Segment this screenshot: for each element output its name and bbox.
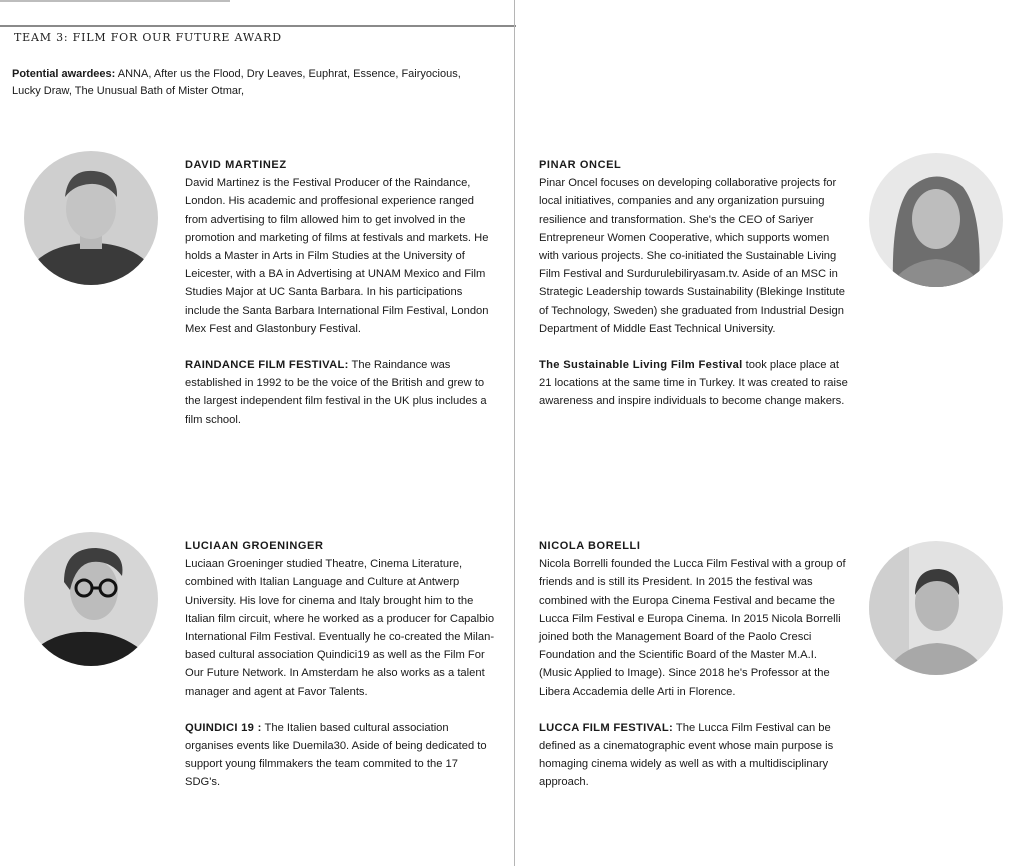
org-label: The Sustainable Living Film Festival	[539, 359, 743, 372]
person-bio: Nicola Borrelli founded the Lucca Film Festival with a group of friends and is still its President. In 2015 the festival was combined with the Europa Cinema Festival and became the Lucca Film Festival e Europa Cinema. In 2015 Nicola Borrelli joined both the Management Board of the Paolo Cresci Foundation and the Scientific Board of the Master M.A.I. (Music Applied to Image). Since 2018 he's Professor at the Libera Accademia delle Arti in Florence.	[539, 558, 846, 698]
avatar-nicola-borelli	[869, 541, 1003, 675]
person-bio: Pinar Oncel focuses on developing collaborative projects for local initiatives, companies and any organization pursuing resilience and transformation. She's the CEO of Sariyer Entrepreneur Women Cooperative, which supports women with various projects. She co-initiated the Sustainable Living Film Festival and Surdurulebiliryasam.tv. Aside of an MSC in Strategic Leadership towards Sustainability (Blekinge Institute of Technology, Sweden) she graduated from Industrial Design Department of Middle East Technical University.	[539, 177, 845, 335]
avatar-david-martinez	[24, 151, 158, 285]
org-label: LUCCA FILM FESTIVAL:	[539, 721, 674, 734]
bio-david-martinez	[185, 156, 495, 429]
avatar-pinar-oncel	[869, 153, 1003, 287]
org-text: The Lucca Film Festival can be defined as a cinematographic event whose main purpose is homaging cinema widely as well as with a multidisciplinary approach.	[539, 721, 834, 789]
awardees-list: ANNA, After us the Flood, Dry Leaves, Euphrat, Essence, Fairyocious, Lucky Draw, The Unusual Bath of Mister Otmar,	[12, 68, 461, 97]
org-text: The Italien based cultural association organises events like Duemila30. Aside of being dedicated to support young filmmakers the team commited to the 17 SDG's.	[185, 721, 487, 789]
bio-nicola-borelli	[539, 537, 849, 792]
awardees-paragraph	[12, 66, 482, 100]
person-name: NICOLA BORELLI	[539, 540, 641, 552]
person-bio: David Martinez is the Festival Producer of the Raindance, London. His academic and proffesional experience ranged from advertising to film allowed him to get involved in the promotion and marketing of films at festivals and markets. He holds a Master in Arts in Film Studies at the University of Leicester, with a BA in Advertising at UNAM Mexico and Film Studies Major at UC Santa Barbara. In his participations include the Santa Barbara International Film Festival, London Mex Fest and Glastonbury Festival.	[185, 177, 489, 335]
person-bio: Luciaan Groeninger studied Theatre, Cinema Literature, combined with Italian Language and Culture at Antwerp University. His love for cinema and Italy brought him to the Italian film circuit, where he worked as a producer for Capalbio International Film Festival. Eventually he co-created the Milan-based cultural association Quindici19 as well as the Film For Our Future Network. In Amsterdam he also works as a talent manager and agent at Favor Talents.	[185, 558, 495, 698]
team-title: TEAM 3: FILM FOR OUR FUTURE AWARD	[14, 31, 282, 44]
org-paragraph	[539, 719, 849, 792]
org-text: The Raindance was established in 1992 to be the voice of the British and grew to the largest independent film festival in the UK plus includes a film school.	[185, 359, 487, 426]
org-paragraph	[185, 719, 495, 792]
org-paragraph	[185, 356, 495, 429]
awardees-label: Potential awardees:	[12, 68, 116, 80]
org-label: QUINDICI 19 :	[185, 721, 262, 734]
top-rule-stub	[0, 0, 230, 2]
header-rule	[0, 25, 516, 27]
person-name: PINAR ONCEL	[539, 159, 622, 171]
column-divider	[514, 0, 515, 866]
org-paragraph	[539, 356, 849, 411]
person-name: DAVID MARTINEZ	[185, 159, 287, 171]
bio-luciaan-groeninger	[185, 537, 495, 792]
org-label: RAINDANCE FILM FESTIVAL:	[185, 359, 349, 372]
org-text: took place place at 21 locations at the same time in Turkey. It was created to raise awareness and inspire individuals to become change makers.	[539, 359, 848, 408]
bio-pinar-oncel	[539, 156, 849, 411]
avatar-luciaan-groeninger	[24, 532, 158, 666]
person-name: LUCIAAN GROENINGER	[185, 540, 324, 552]
